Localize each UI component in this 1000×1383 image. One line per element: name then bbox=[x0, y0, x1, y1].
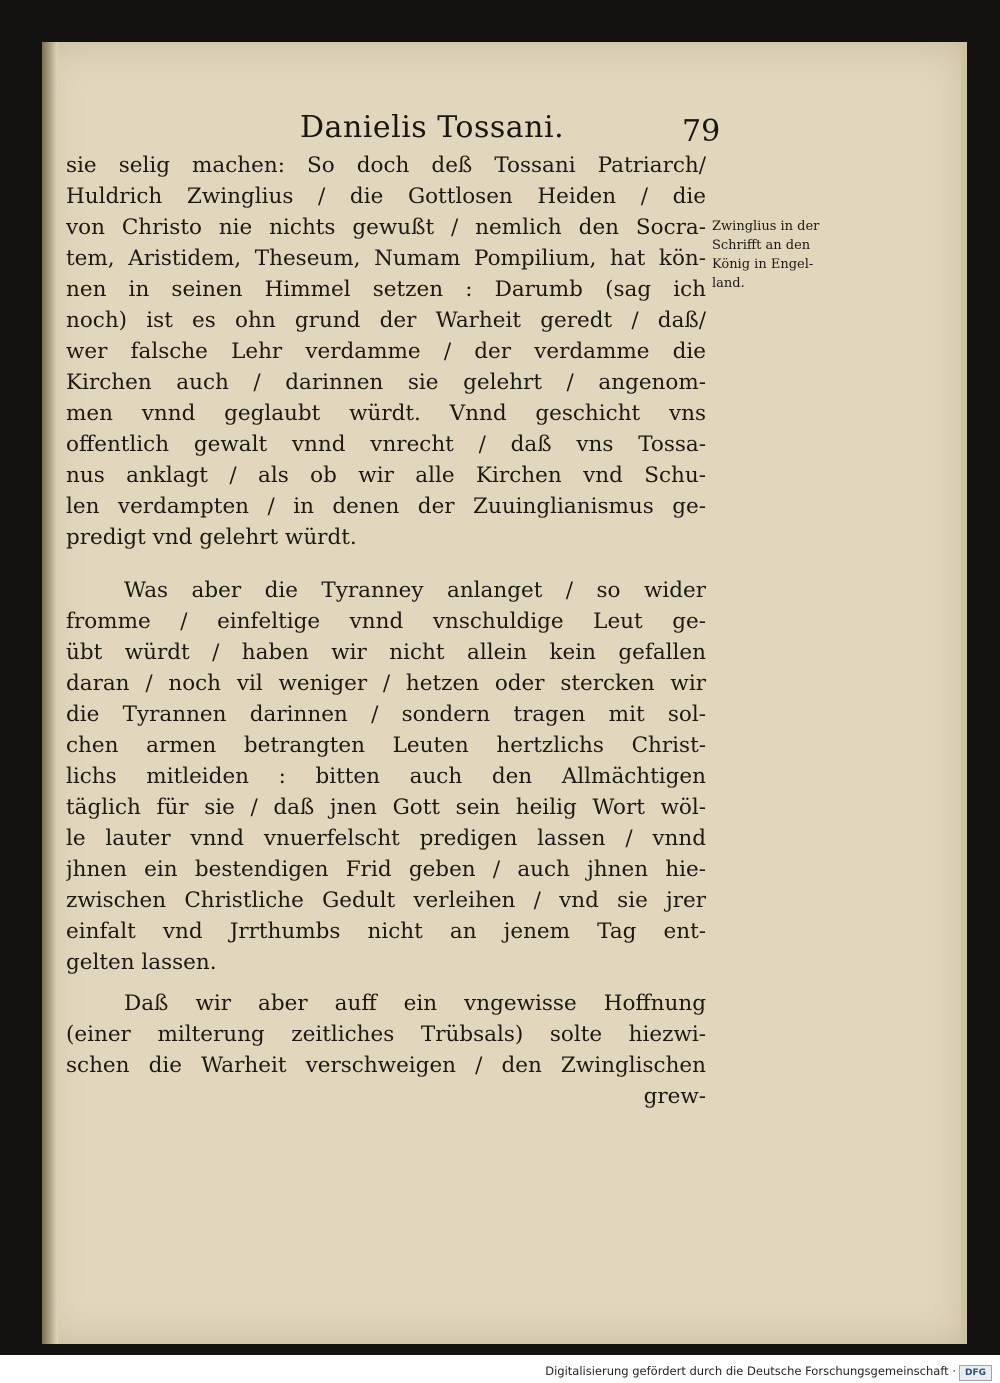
marginal-note-line: Schrifft an den bbox=[712, 238, 811, 253]
text-line: gelten lassen. bbox=[66, 950, 217, 975]
text-line: lichs mitleiden : bitten auch den Allmächtigen bbox=[66, 764, 706, 789]
marginal-note-line: Zwinglius in der bbox=[712, 219, 820, 234]
footer-bar bbox=[0, 1364, 1000, 1383]
text-line: fromme / einfeltige vnnd vnschuldige Leut ge- bbox=[66, 609, 706, 634]
text-line: Kirchen auch / darinnen sie gelehrt / angenom- bbox=[66, 370, 706, 395]
text-line: chen armen betrangten Leuten hertzlichs Christ- bbox=[66, 733, 706, 758]
text-line: offentlich gewalt vnnd vnrecht / daß vns Tossa- bbox=[66, 432, 706, 457]
text-line: Huldrich Zwinglius / die Gottlosen Heiden / die bbox=[66, 184, 706, 209]
book-page bbox=[42, 42, 967, 1344]
text-line: tem, Aristidem, Theseum, Numam Pompilium, hat kön- bbox=[66, 246, 706, 271]
text-line: Was aber die Tyranney anlanget / so wider bbox=[124, 578, 706, 603]
text-line: täglich für sie / daß jnen Gott sein heilig Wort wöl- bbox=[66, 795, 706, 820]
body-text bbox=[66, 150, 706, 1112]
text-line: nen in seinen Himmel setzen : Darumb (sag ich bbox=[66, 277, 706, 302]
text-line: men vnnd geglaubt würdt. Vnnd geschicht vns bbox=[66, 401, 706, 426]
text-line: die Tyrannen darinnen / sondern tragen mit sol- bbox=[66, 702, 706, 727]
paragraph-gap bbox=[66, 553, 706, 575]
marginal-note-line: König in Engel- bbox=[712, 257, 814, 272]
text-line: jhnen ein bestendigen Frid geben / auch jhnen hie- bbox=[66, 857, 706, 882]
paragraph-gap bbox=[66, 978, 706, 988]
text-line: wer falsche Lehr verdamme / der verdamme die bbox=[66, 339, 706, 364]
text-line: len verdampten / in denen der Zuuinglianismus ge- bbox=[66, 494, 706, 519]
page-gutter bbox=[42, 42, 58, 1344]
marginal-note-line: land. bbox=[712, 276, 745, 291]
text-line: von Christo nie nichts gewußt / nemlich den Socra- bbox=[66, 215, 706, 240]
running-head bbox=[104, 106, 744, 149]
text-line: zwischen Christliche Gedult verleihen / vnd sie jrer bbox=[66, 888, 706, 913]
running-title: Danielis Tossani. bbox=[300, 110, 565, 145]
page-number: 79 bbox=[682, 114, 721, 149]
text-line: nus anklagt / als ob wir alle Kirchen vnd Schu- bbox=[66, 463, 706, 488]
text-line: übt würdt / haben wir nicht allein kein gefallen bbox=[66, 640, 706, 665]
text-line: schen die Warheit verschweigen / den Zwinglischen bbox=[66, 1053, 706, 1078]
text-line: le lauter vnnd vnuerfelscht predigen lassen / vnnd bbox=[66, 826, 706, 851]
text-line: sie selig machen: So doch deß Tossani Patriarch/ bbox=[66, 153, 706, 178]
text-line: (einer milterung zeitliches Trübsals) solte hiezwi- bbox=[66, 1022, 706, 1047]
marginal-note bbox=[712, 217, 862, 293]
funding-notice: Digitalisierung gefördert durch die Deutsche Forschungsgemeinschaft · bbox=[545, 1364, 956, 1378]
text-line: daran / noch vil weniger / hetzen oder stercken wir bbox=[66, 671, 706, 696]
text-line: noch) ist es ohn grund der Warheit geredt / daß/ bbox=[66, 308, 706, 333]
text-line: Daß wir aber auff ein vngewisse Hoffnung bbox=[124, 991, 706, 1016]
dfg-logo: DFG bbox=[959, 1365, 992, 1381]
text-line: predigt vnd gelehrt würdt. bbox=[66, 525, 357, 550]
text-line: einfalt vnd Jrrthumbs nicht an jenem Tag ent- bbox=[66, 919, 706, 944]
catchword: grew- bbox=[643, 1084, 706, 1109]
page-edge bbox=[961, 42, 967, 1344]
